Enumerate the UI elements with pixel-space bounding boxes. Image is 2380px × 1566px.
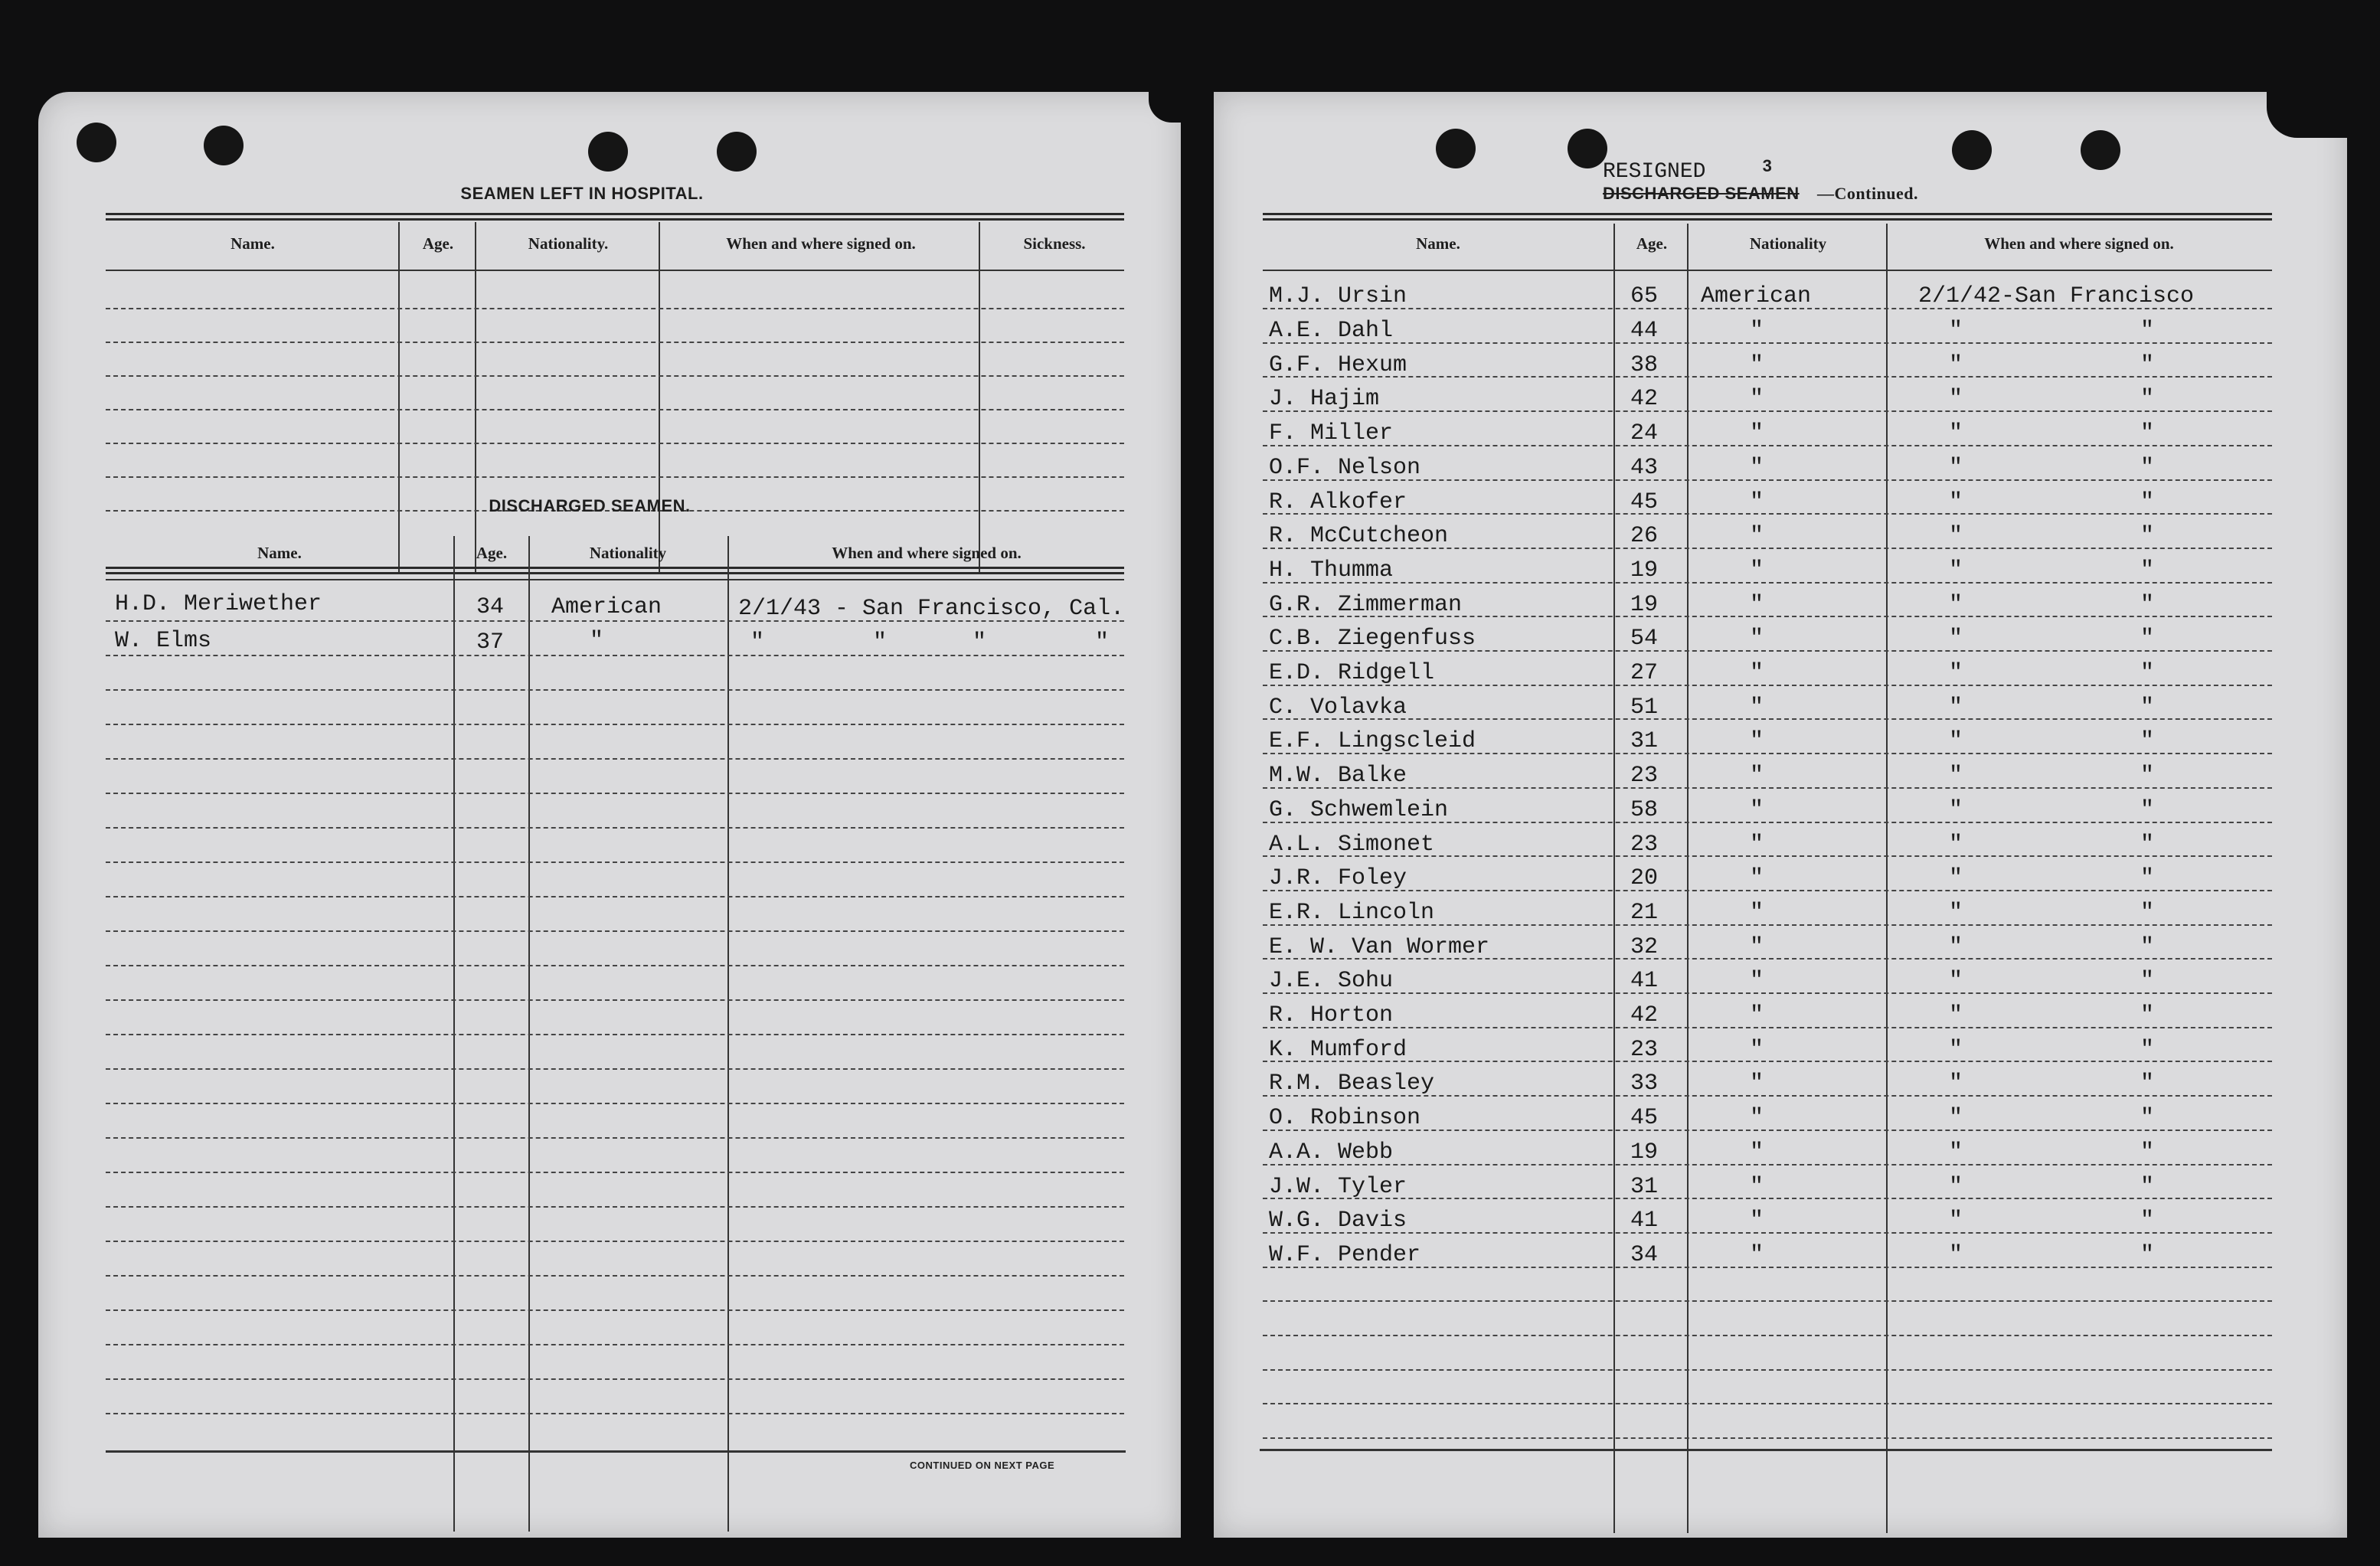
resigned-age: 24	[1630, 420, 1659, 446]
ditto-mark: "	[2140, 797, 2155, 823]
resigned-name: R. Horton	[1269, 1002, 1394, 1028]
resigned-nationality: American	[1701, 283, 1812, 309]
ditto-mark: "	[1949, 968, 1963, 994]
resigned-age: 42	[1630, 1002, 1659, 1028]
ditto-mark: "	[1750, 318, 1764, 344]
discharged-signed: "	[1095, 629, 1110, 655]
ditto-mark: "	[1949, 1002, 1963, 1028]
ditto-mark: "	[1750, 728, 1764, 754]
ruled-line	[106, 409, 1124, 410]
ruled-line	[1263, 1061, 2272, 1062]
resigned-name: G. Schwemlein	[1269, 797, 1449, 823]
resigned-age: 38	[1630, 352, 1659, 378]
ditto-mark: "	[1949, 626, 1963, 652]
ditto-mark: "	[1949, 797, 1963, 823]
resigned-name: J.R. Foley	[1269, 865, 1407, 891]
ruled-line	[1263, 308, 2272, 309]
section-rule	[106, 567, 1124, 574]
ruled-line	[106, 1413, 1124, 1414]
ruled-line	[1263, 1403, 2272, 1404]
ruled-line	[1263, 479, 2272, 481]
resigned-name: K. Mumford	[1269, 1037, 1407, 1063]
ruled-line	[1263, 1198, 2272, 1199]
ditto-mark: "	[1949, 763, 1963, 789]
resigned-age: 41	[1630, 1208, 1659, 1234]
ruled-line	[1263, 376, 2272, 378]
resigned-age: 34	[1630, 1242, 1659, 1268]
ruled-line	[106, 965, 1124, 966]
typed-heading: RESIGNED	[1603, 160, 1706, 184]
struck-title: DISCHARGED SEAMEN	[1603, 184, 1800, 203]
ruled-line	[106, 930, 1124, 932]
ditto-mark: "	[2140, 763, 2155, 789]
ditto-mark: "	[1949, 318, 1963, 344]
column-rule	[475, 222, 476, 574]
ditto-mark: "	[2140, 523, 2155, 549]
page-number: 3	[1762, 156, 1773, 175]
ditto-mark: "	[1750, 626, 1764, 652]
ruled-line	[1263, 1437, 2272, 1439]
resigned-age: 26	[1630, 523, 1659, 549]
ditto-mark: "	[2140, 386, 2155, 412]
ruled-line	[106, 1206, 1124, 1208]
ruled-line	[106, 1344, 1124, 1345]
resigned-name: R.M. Beasley	[1269, 1071, 1435, 1097]
ditto-mark: "	[1750, 420, 1764, 446]
punch-hole	[1952, 130, 1992, 170]
resigned-name: G.F. Hexum	[1269, 352, 1407, 378]
col-header-name: Name.	[230, 234, 275, 253]
ditto-mark: "	[2140, 695, 2155, 721]
ditto-mark: "	[1750, 660, 1764, 686]
resigned-age: 45	[1630, 1105, 1659, 1131]
ruled-line	[1263, 513, 2272, 515]
ruled-line	[1263, 855, 2272, 857]
punch-hole	[1436, 129, 1476, 168]
ditto-mark: "	[2140, 352, 2155, 378]
resigned-name: R. McCutcheon	[1269, 523, 1449, 549]
ditto-mark: "	[1949, 865, 1963, 891]
ruled-line	[106, 620, 1124, 622]
resigned-name: C.B. Ziegenfuss	[1269, 626, 1476, 652]
ruled-line	[1263, 958, 2272, 960]
ruled-line	[106, 308, 1124, 309]
resigned-age: 23	[1630, 763, 1659, 789]
ruled-line	[106, 443, 1124, 444]
ditto-mark: "	[1750, 1208, 1764, 1234]
ditto-mark: "	[2140, 1139, 2155, 1166]
discharged-age: 34	[476, 594, 505, 620]
ruled-line	[1263, 1369, 2272, 1371]
resigned-name: A.L. Simonet	[1269, 832, 1435, 858]
ditto-mark: "	[1949, 1208, 1963, 1234]
ruled-line	[1263, 342, 2272, 344]
ditto-mark: "	[2140, 832, 2155, 858]
ditto-mark: "	[1949, 832, 1963, 858]
punch-hole	[204, 126, 244, 165]
ruled-line	[1263, 1095, 2272, 1097]
resigned-age: 21	[1630, 900, 1659, 926]
header-rule	[1263, 270, 2272, 271]
ruled-line	[1263, 753, 2272, 754]
ditto-mark: "	[1949, 420, 1963, 446]
column-rule	[1687, 224, 1689, 1533]
discharged-signed: "	[973, 629, 987, 655]
col-header-name: Name.	[257, 544, 302, 562]
hospital-section-title: SEAMEN LEFT IN HOSPITAL.	[460, 184, 704, 203]
ditto-mark: "	[2140, 865, 2155, 891]
ruled-line	[1263, 1164, 2272, 1166]
ditto-mark: "	[2140, 1002, 2155, 1028]
resigned-age: 54	[1630, 626, 1659, 652]
ruled-line	[1263, 1335, 2272, 1336]
ditto-mark: "	[1949, 523, 1963, 549]
resigned-age: 51	[1630, 695, 1659, 721]
resigned-name: A.A. Webb	[1269, 1139, 1394, 1166]
ditto-mark: "	[2140, 728, 2155, 754]
ruled-line	[1263, 718, 2272, 720]
ditto-mark: "	[2140, 318, 2155, 344]
resigned-age: 33	[1630, 1071, 1659, 1097]
ruled-line	[1263, 548, 2272, 549]
col-header-sickness: Sickness.	[1023, 234, 1086, 253]
punch-hole	[1568, 129, 1607, 168]
ruled-line	[1263, 410, 2272, 412]
ditto-mark: "	[1949, 695, 1963, 721]
ruled-line	[106, 793, 1124, 794]
ditto-mark: "	[2140, 626, 2155, 652]
section-rule	[106, 213, 1124, 221]
ditto-mark: "	[2140, 420, 2155, 446]
ruled-line	[106, 1309, 1124, 1311]
title-suffix: —Continued.	[1817, 184, 1919, 203]
ruled-line	[106, 1034, 1124, 1035]
column-rule	[979, 222, 980, 574]
ruled-line	[1263, 582, 2272, 584]
col-header-signed: When and where signed on.	[726, 234, 916, 253]
ditto-mark: "	[1949, 934, 1963, 960]
ditto-mark: "	[1750, 865, 1764, 891]
ditto-mark: "	[1949, 1139, 1963, 1166]
ditto-mark: "	[1949, 455, 1963, 481]
resigned-age: 23	[1630, 1037, 1659, 1063]
ruled-line	[106, 1103, 1124, 1104]
ditto-mark: "	[1750, 968, 1764, 994]
resigned-name: A.E. Dahl	[1269, 318, 1394, 344]
bottom-rule	[1260, 1449, 2272, 1451]
header-rule	[106, 270, 1124, 271]
discharged-signed: "	[750, 629, 765, 655]
resigned-age: 27	[1630, 660, 1659, 686]
resigned-name: J.W. Tyler	[1269, 1174, 1407, 1200]
discharged-name: W. Elms	[115, 628, 212, 654]
section-rule	[1263, 213, 2272, 221]
resigned-age: 45	[1630, 489, 1659, 515]
ditto-mark: "	[2140, 1105, 2155, 1131]
ditto-mark: "	[2140, 1037, 2155, 1063]
ruled-line	[106, 827, 1124, 829]
ruled-line	[106, 655, 1124, 656]
ditto-mark: "	[2140, 1174, 2155, 1200]
ruled-line	[1263, 445, 2272, 446]
ditto-mark: "	[1750, 1071, 1764, 1097]
ruled-line	[1263, 787, 2272, 789]
ditto-mark: "	[1750, 1174, 1764, 1200]
column-rule	[1613, 224, 1615, 1533]
ruled-line	[106, 689, 1124, 691]
discharged-signed: 2/1/43 - San Francisco, Cal.	[738, 596, 1125, 622]
ditto-mark: "	[1949, 728, 1963, 754]
ruled-line	[106, 861, 1124, 863]
ditto-mark: "	[1949, 557, 1963, 584]
ditto-mark: "	[1750, 900, 1764, 926]
ruled-line	[1263, 1267, 2272, 1268]
ditto-mark: "	[2140, 455, 2155, 481]
col-header-age: Age.	[476, 544, 508, 562]
ditto-mark: "	[1949, 900, 1963, 926]
column-rule	[398, 222, 400, 574]
ditto-mark: "	[1750, 455, 1764, 481]
torn-edge	[2267, 92, 2359, 138]
resigned-name: E. W. Van Wormer	[1269, 934, 1490, 960]
resigned-name: O.F. Nelson	[1269, 455, 1421, 481]
resigned-age: 44	[1630, 318, 1659, 344]
ruled-line	[106, 1241, 1124, 1242]
resigned-name: F. Miller	[1269, 420, 1394, 446]
ditto-mark: "	[1949, 1037, 1963, 1063]
resigned-age: 31	[1630, 1174, 1659, 1200]
discharged-section-title: DISCHARGED SEAMEN.	[489, 496, 691, 515]
resigned-name: J.E. Sohu	[1269, 968, 1394, 994]
resigned-name: W.F. Pender	[1269, 1242, 1421, 1268]
ditto-mark: "	[2140, 1071, 2155, 1097]
ruled-line	[106, 1068, 1124, 1070]
ditto-mark: "	[2140, 900, 2155, 926]
ruled-line	[106, 1172, 1124, 1173]
ditto-mark: "	[1949, 660, 1963, 686]
header-rule	[106, 579, 1124, 580]
discharged-signed: "	[873, 629, 888, 655]
ruled-line	[106, 1137, 1124, 1139]
ditto-mark: "	[1750, 352, 1764, 378]
resigned-age: 58	[1630, 797, 1659, 823]
ditto-mark: "	[2140, 1242, 2155, 1268]
resigned-name: J. Hajim	[1269, 386, 1380, 412]
col-header-signed: When and where signed on.	[832, 544, 1022, 562]
resigned-name: E.F. Lingscleid	[1269, 728, 1476, 754]
ditto-mark: "	[1750, 695, 1764, 721]
ditto-mark: "	[1750, 386, 1764, 412]
ditto-mark: "	[1750, 763, 1764, 789]
ditto-mark: "	[1750, 489, 1764, 515]
ruled-line	[106, 342, 1124, 343]
ditto-mark: "	[1949, 1105, 1963, 1131]
ruled-line	[1263, 822, 2272, 823]
ditto-mark: "	[1949, 1071, 1963, 1097]
ruled-line	[1263, 890, 2272, 891]
ditto-mark: "	[1750, 934, 1764, 960]
ruled-line	[1263, 1130, 2272, 1131]
ditto-mark: "	[1949, 592, 1963, 618]
col-header-nationality: Nationality	[1749, 234, 1827, 253]
ditto-mark: "	[1750, 832, 1764, 858]
resigned-age: 19	[1630, 557, 1659, 584]
ruled-line	[1263, 992, 2272, 994]
resigned-name: H. Thumma	[1269, 557, 1394, 584]
ditto-mark: "	[1750, 1002, 1764, 1028]
resigned-age: 42	[1630, 386, 1659, 412]
ruled-line	[1263, 924, 2272, 926]
ditto-mark: "	[2140, 557, 2155, 584]
ruled-line	[1263, 650, 2272, 652]
ditto-mark: "	[1750, 557, 1764, 584]
right-page	[1214, 92, 2347, 1538]
ruled-line	[1263, 1232, 2272, 1234]
ruled-line	[1263, 1300, 2272, 1302]
ditto-mark: "	[1750, 1037, 1764, 1063]
discharged-nationality: "	[590, 628, 604, 654]
resigned-age: 20	[1630, 865, 1659, 891]
resigned-age: 65	[1630, 283, 1659, 309]
column-rule	[659, 222, 660, 574]
ditto-mark: "	[1750, 523, 1764, 549]
ditto-mark: "	[2140, 934, 2155, 960]
resigned-age: 43	[1630, 455, 1659, 481]
resigned-name: E.D. Ridgell	[1269, 660, 1435, 686]
resigned-age: 31	[1630, 728, 1659, 754]
ditto-mark: "	[1750, 1139, 1764, 1166]
discharged-name: H.D. Meriwether	[115, 591, 322, 617]
resigned-name: M.J. Ursin	[1269, 283, 1407, 309]
discharged-age: 37	[476, 629, 505, 655]
ditto-mark: "	[1949, 1174, 1963, 1200]
ditto-mark: "	[1949, 1242, 1963, 1268]
ditto-mark: "	[1750, 797, 1764, 823]
ruled-line	[106, 1275, 1124, 1277]
col-header-nationality: Nationality.	[528, 234, 609, 253]
ruled-line	[1263, 1027, 2272, 1028]
ditto-mark: "	[2140, 592, 2155, 618]
resigned-name: C. Volavka	[1269, 695, 1407, 721]
ruled-line	[106, 896, 1124, 897]
left-page	[38, 92, 1181, 1538]
col-header-age: Age.	[1636, 234, 1668, 253]
resigned-age: 23	[1630, 832, 1659, 858]
ditto-mark: "	[1949, 489, 1963, 515]
punch-hole	[77, 123, 116, 162]
resigned-age: 19	[1630, 592, 1659, 618]
ruled-line	[1263, 685, 2272, 686]
resigned-name: O. Robinson	[1269, 1105, 1421, 1131]
discharged-nationality: American	[551, 594, 662, 620]
punch-hole	[717, 132, 757, 172]
resigned-name: G.R. Zimmerman	[1269, 592, 1463, 618]
punch-hole	[588, 132, 628, 172]
bottom-rule	[106, 1450, 1126, 1453]
col-header-age: Age.	[422, 234, 454, 253]
ruled-line	[106, 758, 1124, 760]
resigned-signed: 2/1/42-San Francisco	[1918, 283, 2195, 309]
col-header-signed: When and where signed on.	[1984, 234, 2174, 253]
punch-hole	[2081, 130, 2120, 170]
resigned-age: 32	[1630, 934, 1659, 960]
resigned-name: E.R. Lincoln	[1269, 900, 1435, 926]
col-header-name: Name.	[1416, 234, 1460, 253]
ruled-line	[106, 1378, 1124, 1380]
resigned-name: M.W. Balke	[1269, 763, 1407, 789]
ditto-mark: "	[1949, 352, 1963, 378]
ditto-mark: "	[1750, 1242, 1764, 1268]
ruled-line	[106, 375, 1124, 377]
ditto-mark: "	[1750, 1105, 1764, 1131]
ditto-mark: "	[1750, 592, 1764, 618]
resigned-age: 19	[1630, 1139, 1659, 1166]
col-header-nationality: Nationality	[589, 544, 667, 562]
continued-note: CONTINUED ON NEXT PAGE	[910, 1460, 1055, 1471]
ditto-mark: "	[2140, 489, 2155, 515]
ruled-line	[106, 724, 1124, 725]
column-rule	[1886, 224, 1888, 1533]
resigned-name: R. Alkofer	[1269, 489, 1407, 515]
resigned-name: W.G. Davis	[1269, 1208, 1407, 1234]
ruled-line	[106, 476, 1124, 478]
ditto-mark: "	[2140, 1208, 2155, 1234]
ruled-line	[1263, 616, 2272, 617]
resigned-age: 41	[1630, 968, 1659, 994]
ditto-mark: "	[1949, 386, 1963, 412]
ditto-mark: "	[2140, 660, 2155, 686]
ruled-line	[106, 999, 1124, 1001]
ditto-mark: "	[2140, 968, 2155, 994]
